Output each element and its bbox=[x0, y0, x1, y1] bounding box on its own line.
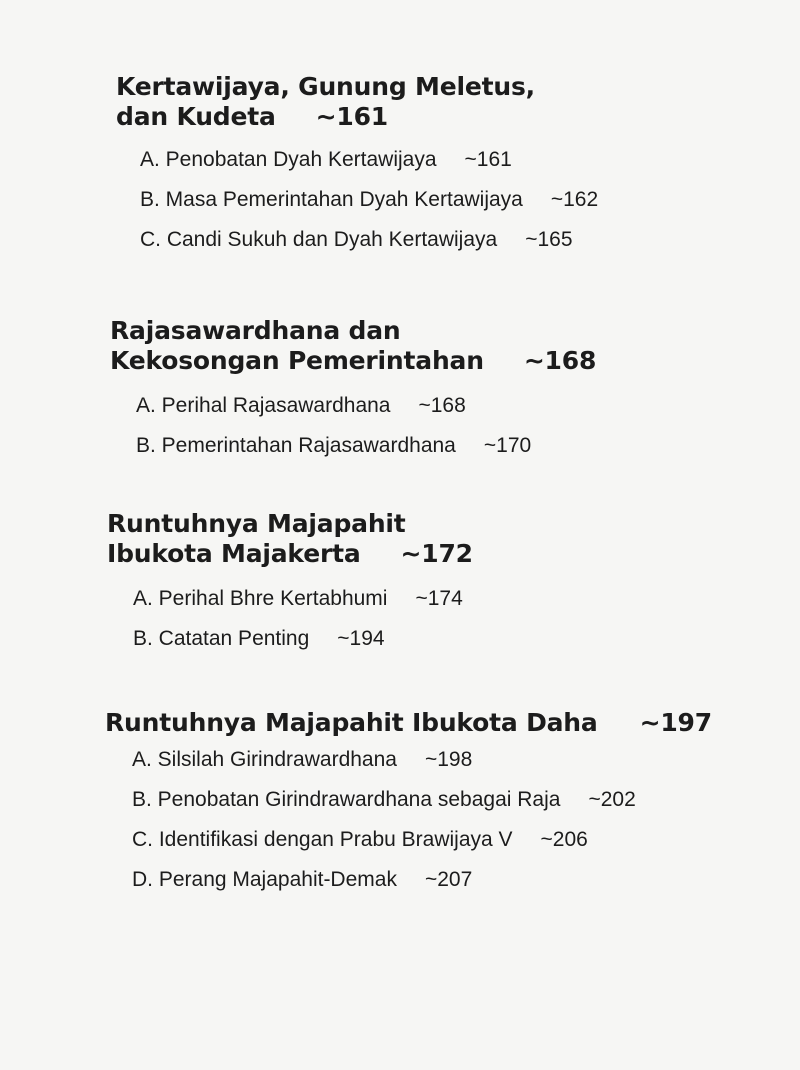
section-list bbox=[140, 140, 598, 260]
chapter-title-line: Kertawijaya, Gunung Meletus, bbox=[116, 72, 535, 101]
toc-entry bbox=[140, 180, 598, 220]
toc-entry bbox=[140, 220, 598, 260]
toc-entry-page: ~198 bbox=[424, 748, 473, 771]
chapter-page-number: ~161 bbox=[315, 102, 389, 131]
toc-entry-label: A. Silsilah Girindrawardhana bbox=[132, 748, 397, 771]
toc-entry-label: B. Masa Pemerintahan Dyah Kertawijaya bbox=[140, 188, 523, 211]
toc-entry-page: ~194 bbox=[337, 627, 385, 650]
toc-entry bbox=[132, 860, 712, 900]
toc-entry bbox=[136, 386, 596, 426]
toc-entry-page: ~162 bbox=[550, 188, 599, 211]
toc-entry-page: ~174 bbox=[415, 587, 463, 610]
toc-chapter-daha bbox=[105, 708, 712, 900]
chapter-title-line: dan Kudeta bbox=[116, 102, 276, 131]
chapter-title-line: Runtuhnya Majapahit bbox=[107, 509, 406, 538]
chapter-title bbox=[110, 316, 596, 376]
chapter-title-line: Rajasawardhana dan bbox=[110, 316, 401, 345]
chapter-title-line: Runtuhnya Majapahit Ibukota Daha bbox=[105, 708, 598, 737]
toc-entry-label: B. Penobatan Girindrawardhana sebagai Raja bbox=[132, 788, 561, 811]
toc-entry bbox=[140, 140, 598, 180]
toc-entry-label: D. Perang Majapahit-Demak bbox=[132, 868, 397, 891]
chapter-page-number: ~168 bbox=[523, 346, 597, 375]
toc-entry bbox=[132, 780, 712, 820]
toc-entry-page: ~207 bbox=[424, 868, 473, 891]
toc-entry bbox=[136, 426, 596, 466]
chapter-title-line: Ibukota Majakerta bbox=[107, 539, 361, 568]
toc-entry bbox=[133, 579, 473, 619]
chapter-title bbox=[116, 72, 598, 132]
toc-chapter-kertawijaya bbox=[116, 72, 598, 260]
toc-entry-label: B. Pemerintahan Rajasawardhana bbox=[136, 434, 456, 457]
toc-entry-label: B. Catatan Penting bbox=[133, 627, 310, 650]
toc-entry-page: ~161 bbox=[464, 148, 512, 171]
toc-entry-page: ~206 bbox=[540, 828, 588, 851]
toc-entry-label: A. Perihal Bhre Kertabhumi bbox=[133, 587, 388, 610]
toc-entry bbox=[132, 820, 712, 860]
chapter-title bbox=[105, 708, 712, 738]
section-list bbox=[136, 386, 596, 466]
toc-chapter-rajasawardhana bbox=[110, 316, 596, 466]
toc-entry-page: ~168 bbox=[418, 394, 466, 417]
section-list bbox=[132, 740, 712, 900]
chapter-page-number: ~172 bbox=[400, 539, 473, 568]
chapter-title bbox=[107, 509, 473, 569]
toc-entry bbox=[132, 740, 712, 780]
chapter-page-number: ~197 bbox=[639, 708, 712, 737]
toc-entry-label: A. Perihal Rajasawardhana bbox=[136, 394, 391, 417]
toc-entry-page: ~165 bbox=[525, 228, 573, 251]
chapter-title-line: Kekosongan Pemerintahan bbox=[110, 346, 484, 375]
toc-entry-label: C. Candi Sukuh dan Dyah Kertawijaya bbox=[140, 228, 498, 251]
toc-entry bbox=[133, 619, 473, 659]
toc-chapter-majakerta bbox=[107, 509, 473, 659]
toc-entry-page: ~202 bbox=[588, 788, 636, 811]
section-list bbox=[133, 579, 473, 659]
toc-entry-label: C. Identifikasi dengan Prabu Brawijaya V bbox=[132, 828, 513, 851]
toc-entry-page: ~170 bbox=[483, 434, 532, 457]
toc-entry-label: A. Penobatan Dyah Kertawijaya bbox=[140, 148, 437, 171]
